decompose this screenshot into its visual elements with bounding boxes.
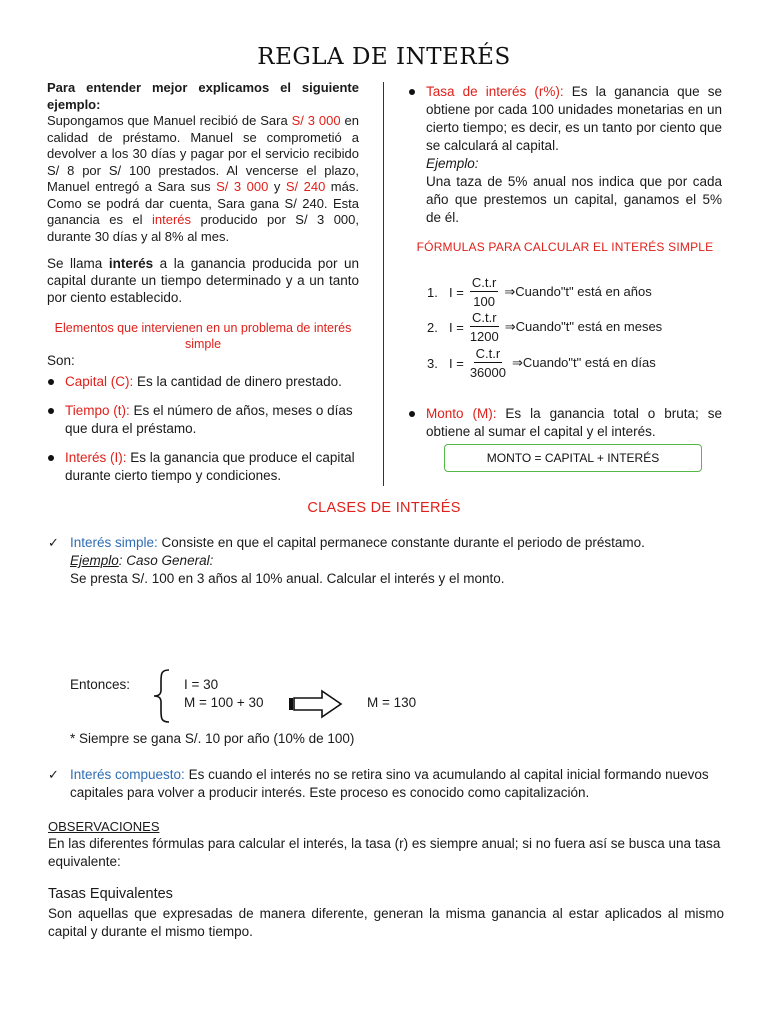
formula-lhs: I = (449, 355, 464, 371)
formula-fraction (470, 275, 499, 309)
item-term: Interés (I): (65, 449, 127, 465)
monto-section (408, 402, 722, 441)
page-title: REGLA DE INTERÉS (257, 44, 511, 70)
right-arrow-icon (286, 689, 344, 719)
list-item (408, 83, 722, 227)
clases-title: CLASES DE INTERÉS (307, 500, 461, 516)
checkmark-icon: ✓ (48, 535, 59, 550)
formula-denominator: 36000 (469, 365, 506, 380)
monto-formula-box: MONTO = CAPITAL + INTERÉS (444, 444, 702, 472)
list-item (47, 449, 359, 485)
tasa-ejemplo-label: Ejemplo: (426, 156, 479, 171)
tasa-list (408, 83, 722, 227)
intro-text: más. Como se podrá dar cuenta, Sara gana S/ 240. Esta ganancia es el (47, 179, 359, 227)
formula-denominator: 1200 (469, 329, 499, 344)
tasa-term: Tasa de interés (r%): (426, 84, 564, 99)
item-term: Tiempo (t): (65, 402, 130, 418)
column-divider (383, 82, 384, 486)
formula-condition: ⇒Cuando"t" está en años (504, 284, 652, 299)
formula-number: 2. (427, 319, 438, 335)
formulas-title: FÓRMULAS PARA CALCULAR EL INTERÉS SIMPLE (416, 240, 714, 254)
definition-text: a la ganancia producida por un capital durante un tiempo determinado y a un tanto por ciento establecido. (47, 256, 360, 305)
tasa-ejemplo: Una taza de 5% anual nos indica que por cada año que prestemos un capital, ganamos el 5% de él. (426, 174, 722, 225)
ejemplo-caso: : Caso General: (118, 553, 214, 568)
simple-term: Interés simple: (70, 535, 158, 550)
formula-number: 3. (427, 355, 438, 371)
formula-fraction (470, 346, 506, 380)
intro-text: producido por S/ 3 000, durante 30 días y al 8% al mes. (47, 212, 359, 244)
intro-heading: Para entender mejor explicamos el siguiente ejemplo: (47, 80, 359, 112)
left-column (47, 80, 359, 485)
monto-list (408, 405, 722, 441)
elements-list (47, 373, 359, 485)
intro-amount: S/ 3 000 (291, 113, 341, 128)
formula-denominator: 100 (473, 294, 495, 309)
definition-text: Se llama (47, 256, 109, 271)
formula-condition: ⇒Cuando"t" está en días (511, 355, 656, 370)
ejemplo-interes-line: I = 30 (184, 677, 219, 692)
item-term: Capital (C): (65, 373, 134, 389)
intro-text: Supongamos que Manuel recibió de Sara (47, 113, 292, 128)
formula-number: 1. (427, 284, 438, 300)
intro-text: y (268, 179, 286, 194)
formula-numerator: C.t.r (472, 310, 497, 325)
formula-numerator: C.t.r (475, 346, 501, 361)
tasa-desc: Es la ganancia que se obtiene por cada 100 unidades monetarias en un cierto tiempo; es decir, es un tanto por ciento que se calculará al capital. (426, 84, 722, 153)
intro-amount: S/ 240 (285, 179, 326, 194)
right-column (408, 80, 722, 227)
interes-definition (47, 255, 359, 306)
simple-desc: Consiste en que el capital permanece constante durante el periodo de préstamo. (157, 535, 645, 550)
entonces-label: Entonces: (70, 677, 131, 692)
ejemplo-label: Ejemplo (70, 553, 119, 568)
formula-condition: ⇒Cuando"t" está en meses (504, 319, 663, 334)
item-desc: Es la cantidad de dinero prestado. (133, 373, 342, 389)
observaciones-title: OBSERVACIONES (48, 819, 160, 834)
monto-term: Monto (M): (426, 406, 497, 421)
formula-lhs: I = (449, 284, 464, 300)
list-item (47, 402, 359, 438)
checkmark-icon: ✓ (48, 767, 59, 782)
item-desc: Es la ganancia que produce el capital durante cierto tiempo y condiciones. (65, 449, 355, 483)
list-item (47, 373, 359, 391)
observaciones-body: En las diferentes fórmulas para calcular el interés, la tasa (r) es siempre anual; si no fuera así se busca una tasa equivalente: (48, 836, 721, 869)
interes-simple-item (48, 534, 728, 552)
formula-numerator: C.t.r (471, 275, 497, 290)
item-desc: Es el número de años, meses o días que dura el préstamo. (65, 402, 353, 436)
intro-amount: S/ 3 000 (216, 179, 269, 194)
formula-row (427, 274, 652, 310)
compuesto-desc: Es cuando el interés no se retira sino va acumulando al capital inicial formando nuevos capitales para volver a producir interés. Este proceso es conocido como capitalización. (70, 767, 709, 800)
formula-row (427, 309, 662, 345)
ejemplo-note: * Siempre se gana S/. 10 por año (10% de 100) (70, 731, 355, 746)
ejemplo-result: M = 130 (367, 695, 417, 710)
ejemplo-problem: Se presta S/. 100 en 3 años al 10% anual. Calcular el interés y el monto. (70, 571, 505, 586)
ejemplo-monto-line: M = 100 + 30 (184, 695, 264, 710)
monto-desc: Es la ganancia total o bruta; se obtiene al sumar el capital y el interés. (426, 406, 722, 439)
formula-lhs: I = (449, 319, 464, 335)
interes-compuesto-item (48, 766, 728, 802)
elements-son-label: Son: (47, 353, 75, 368)
intro-paragraph (47, 80, 359, 245)
elements-title: Elementos que intervienen en un problema de interés simple (54, 321, 352, 351)
tasas-equivalentes-body: Son aquellas que expresadas de manera diferente, generan la misma ganancia al estar aplicados al mismo capital y durante el mismo tiempo. (48, 906, 724, 939)
formula-fraction (470, 310, 499, 344)
formula-row (427, 345, 656, 381)
compuesto-term: Interés compuesto: (70, 767, 185, 782)
intro-interes-word: interés (151, 212, 192, 227)
left-brace-icon (151, 668, 173, 724)
definition-bold-term: interés (108, 256, 154, 271)
intro-text: en calidad de préstamo. Manuel se comprometió a devolver a los 30 días y pagar por el servicio recibido S/ 8 por S/ 100 prestados. Al vencerse el plazo, Manuel entregó a Sara sus (47, 113, 360, 194)
list-item (408, 405, 722, 441)
ejemplo-line (70, 552, 213, 570)
tasas-equivalentes-title: Tasas Equivalentes (48, 886, 173, 902)
